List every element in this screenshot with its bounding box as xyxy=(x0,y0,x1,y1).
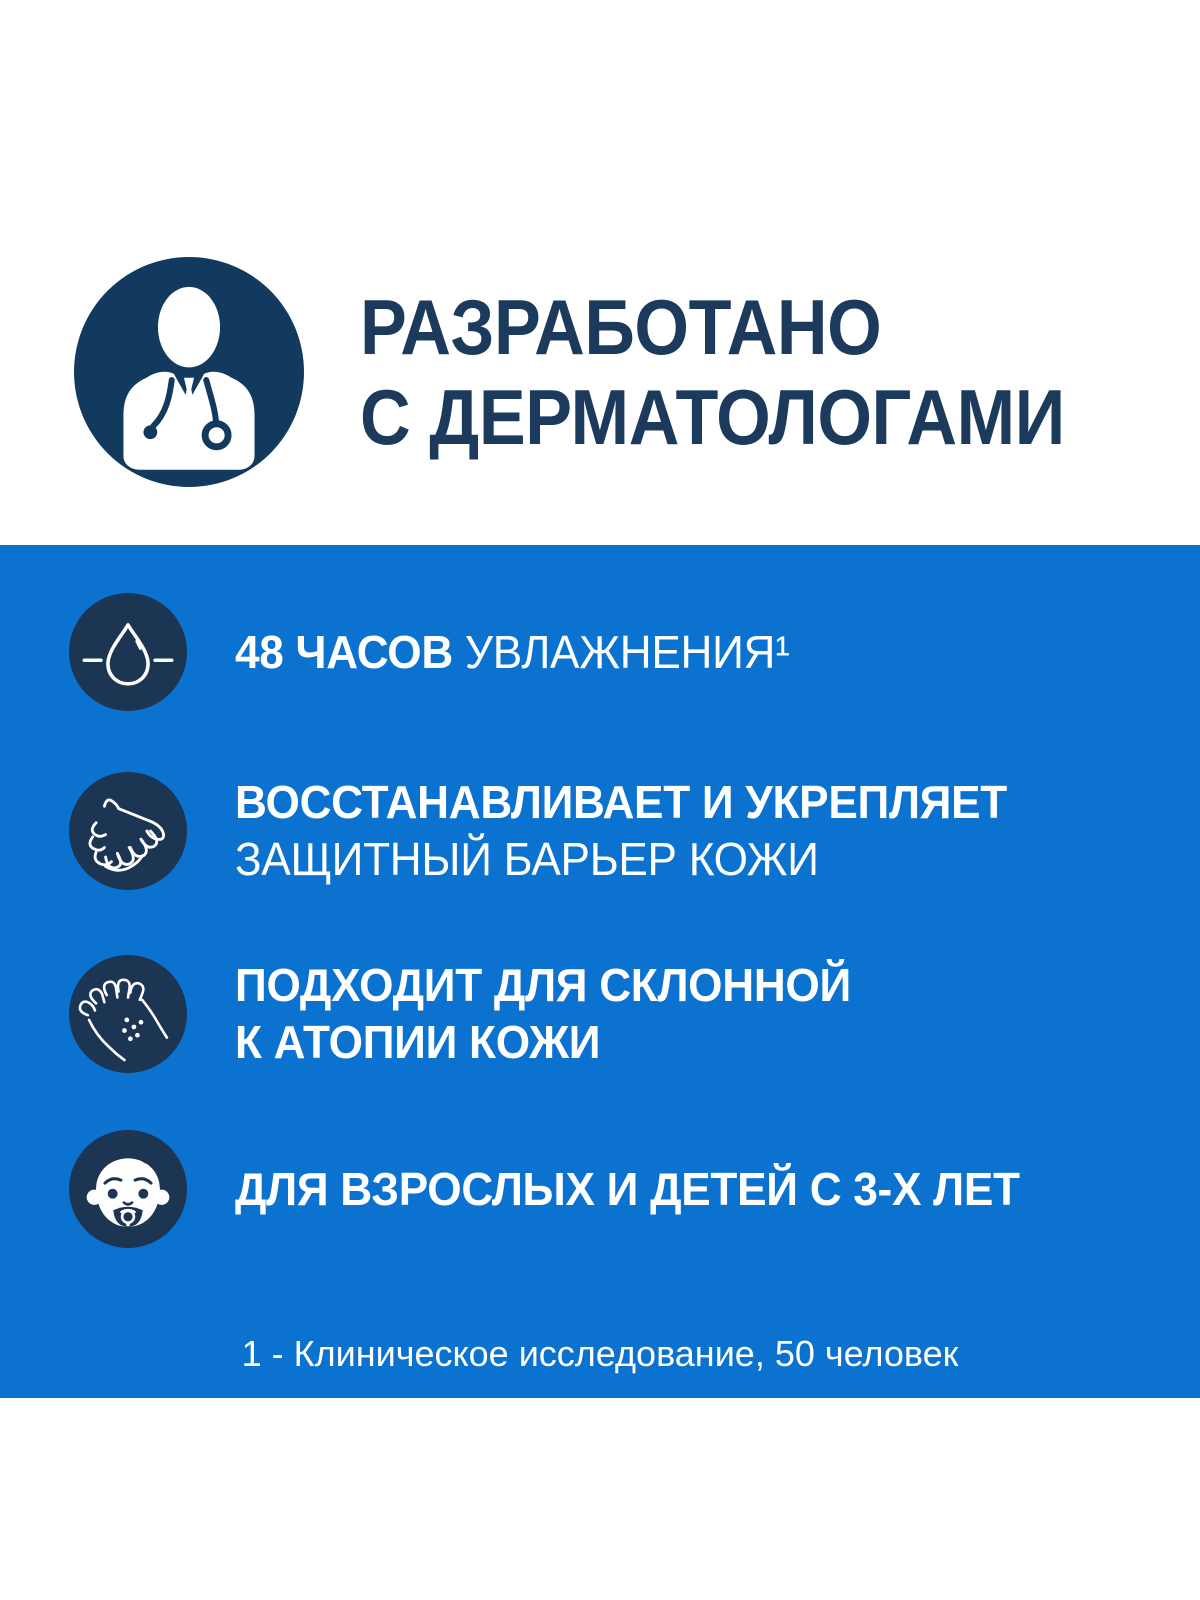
benefit-regular: УВЛАЖНЕНИЯ¹ xyxy=(464,625,790,678)
benefit-bold-line2: К АТОПИИ КОЖИ xyxy=(235,1016,601,1068)
atopic-skin-hand-icon xyxy=(69,955,187,1073)
header-section xyxy=(74,257,1174,487)
benefit-bold: ВОССТАНАВЛИВАЕТ И УКРЕПЛЯЕТ xyxy=(235,776,1007,828)
benefit-text-hydration xyxy=(235,624,790,681)
title-line-1: РАЗРАБОТАНО xyxy=(360,283,882,371)
benefit-bold-line1: ПОДХОДИТ ДЛЯ СКЛОННОЙ xyxy=(235,959,851,1011)
baby-face-icon xyxy=(69,1130,187,1248)
benefit-bold: ДЛЯ ВЗРОСЛЫХ И ДЕТЕЙ С 3-Х ЛЕТ xyxy=(235,1162,1020,1215)
benefit-row-atopic xyxy=(69,955,1200,1073)
benefit-text-barrier xyxy=(235,774,1007,888)
benefit-row-barrier xyxy=(69,772,1200,890)
water-drop-icon xyxy=(69,593,187,711)
benefit-text-atopic xyxy=(235,957,851,1071)
dermatologist-doctor-icon xyxy=(74,257,304,487)
benefits-panel xyxy=(0,545,1200,1398)
hands-cream-icon xyxy=(69,772,187,890)
benefit-regular: ЗАЩИТНЫЙ БАРЬЕР КОЖИ xyxy=(235,833,819,885)
benefit-row-age xyxy=(69,1130,1200,1248)
benefit-row-hydration xyxy=(69,593,1200,711)
benefit-text-age xyxy=(235,1161,1020,1218)
page-title xyxy=(360,282,1065,462)
title-line-2: С ДЕРМАТОЛОГАМИ xyxy=(360,373,1065,461)
footnote: 1 - Клиническое исследование, 50 человек xyxy=(241,1333,959,1374)
benefit-bold: 48 ЧАСОВ xyxy=(235,625,453,678)
